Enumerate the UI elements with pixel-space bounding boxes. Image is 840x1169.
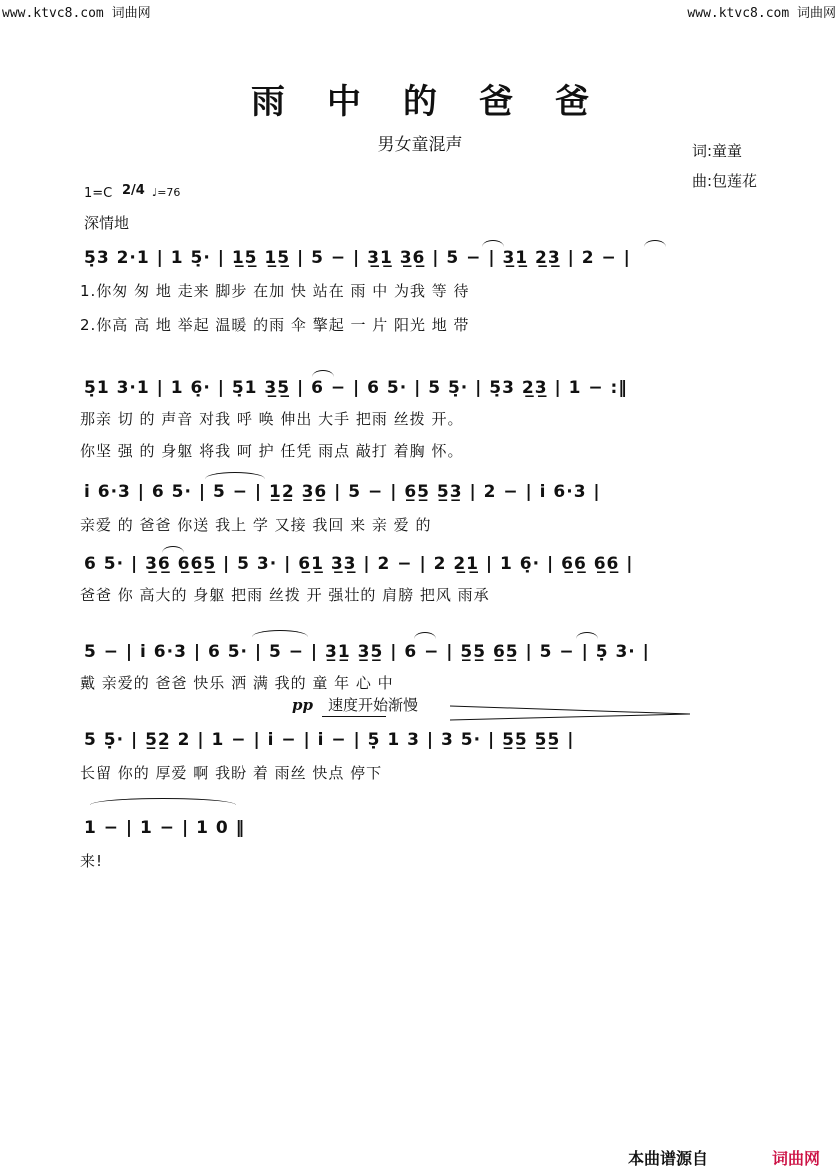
song-subtitle: 男女童混声 (377, 135, 463, 155)
tempo-mark: ♩=76 (152, 186, 181, 199)
slur-mark (482, 240, 504, 247)
tempo-change-underline (322, 716, 386, 717)
source-label: 本曲谱源自 (628, 1149, 709, 1168)
notation-line-5: 5 − | i 6·3 | 6 5· | 5 − | 3̲1̲ 3̲5̲ | 6 − | 5̲5̲ 6̲5̲ | 5 − | 5̣ 3· | (84, 642, 650, 662)
notation-line-4: 6 5· | 3̲6̲ 6̲6̲5̲ | 5 3· | 6̲1̲ 3̲3̲ | 2 − | 2 2̲1̲ | 1 6̣· | 6̲6̲ 6̲6̲ | (84, 554, 634, 574)
time-signature: 2/4 (122, 183, 145, 198)
notation-line-2: 5̣1 3·1 | 1 6̣· | 5̣1 3̲5̲ | 6 − | 6 5· | 5 5̣· | 5̣3 2̲3̲ | 1 − :‖ (84, 378, 628, 398)
composer: 曲:包莲花 (692, 172, 758, 190)
notation-line-1: 5̣3 2·1 | 1 5̣· | 1̲5̲ 1̲5̲ | 5 − | 3̲1̲ 3̲6̲ | 5 − | 3̲1̲ 2̲3̲ | 2 − | (84, 248, 631, 268)
lyric-line-3: 亲爱 的 爸爸 你送 我上 学 又接 我回 来 亲 爱 的 (80, 516, 432, 534)
song-title: 雨中的爸爸 (251, 82, 631, 122)
slur-mark (252, 630, 308, 637)
dynamics-mark: pp (292, 696, 313, 714)
site-url-left: www.ktvc8.com 词曲网 (2, 6, 151, 21)
lyric-line-2-verse-2: 你坚 强 的 身躯 将我 呵 护 任凭 雨点 敲打 着胸 怀。 (80, 442, 464, 460)
lyric-line-1-verse-2: 2.你高 高 地 举起 温暖 的雨 伞 擎起 一 片 阳光 地 带 (80, 316, 470, 334)
slur-mark (90, 798, 236, 805)
notation-line-3: i 6·3 | 6 5· | 5 − | 1̲2̲ 3̲6̲ | 5 − | 6̲5̲ 5̲3̲ | 2 − | i 6·3 | (84, 482, 601, 502)
lyric-line-4: 爸爸 你 高大的 身躯 把雨 丝拨 开 强壮的 肩膀 把风 雨承 (80, 586, 490, 604)
tempo-change-text: 速度开始渐慢 (328, 696, 419, 714)
lyric-line-5: 戴 亲爱的 爸爸 快乐 洒 满 我的 童 年 心 中 (80, 674, 394, 692)
slur-mark (644, 240, 666, 247)
expression-mark: 深情地 (84, 214, 130, 232)
slur-mark (205, 472, 265, 479)
diminuendo-mark (450, 702, 690, 722)
lyricist: 词:童童 (692, 142, 743, 160)
lyric-line-7: 来! (80, 852, 104, 870)
lyric-line-2-verse-1: 那亲 切 的 声音 对我 呼 唤 伸出 大手 把雨 丝拨 开。 (80, 410, 464, 428)
slur-mark (162, 546, 184, 553)
lyric-line-6: 长留 你的 厚爱 啊 我盼 着 雨丝 快点 停下 (80, 764, 383, 782)
key-signature: 1=C (84, 186, 113, 201)
site-url-right: www.ktvc8.com 词曲网 (687, 6, 836, 21)
notation-line-6: 5 5̣· | 5̲2̲ 2 | 1 − | i − | i − | 5̣ 1 3 | 3 5· | 5̲5̲ 5̲5̲ | (84, 730, 575, 750)
slur-mark (576, 632, 598, 639)
lyric-line-1-verse-1: 1.你匆 匆 地 走来 脚步 在加 快 站在 雨 中 为我 等 待 (80, 282, 470, 300)
slur-mark (414, 632, 436, 639)
brand-logo: 词曲网 (772, 1149, 821, 1168)
slur-mark (312, 370, 334, 377)
notation-line-7: 1 − | 1 − | 1 0 ‖ (84, 818, 246, 838)
